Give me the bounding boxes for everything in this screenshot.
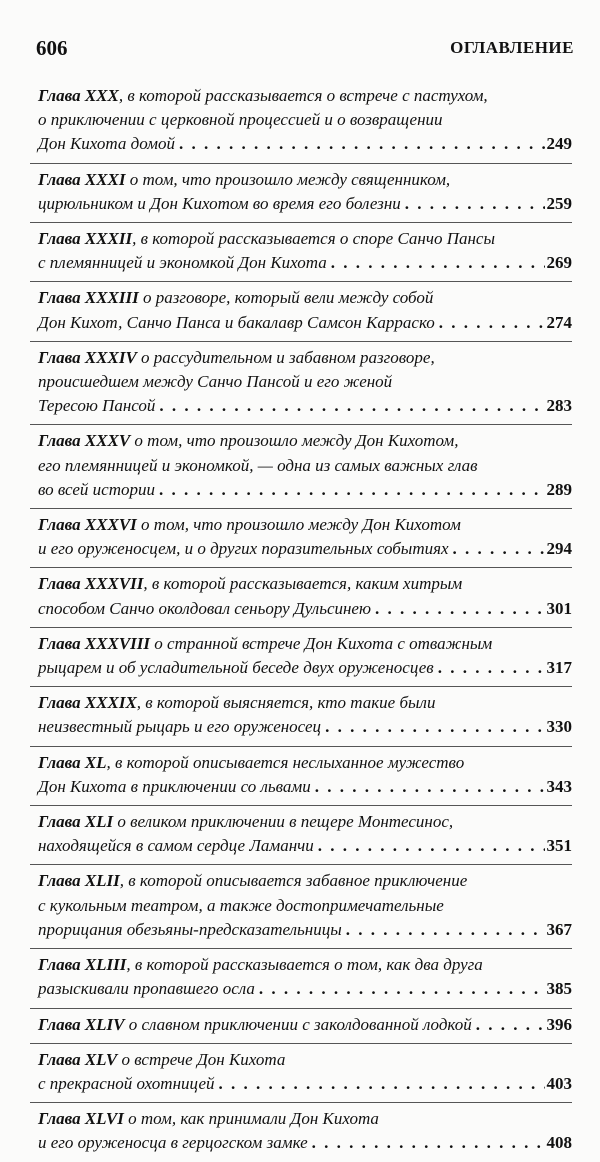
toc-entry-line [38,132,572,156]
dot-leader [159,394,544,418]
toc-entry-line [38,953,572,977]
chapter-description: находящейся в самом сердце Ламанчи [38,836,314,856]
toc-entry[interactable] [30,627,572,686]
dot-leader [476,1013,545,1037]
dot-leader [346,918,545,942]
toc-entry[interactable] [30,864,572,948]
dot-leader [218,1072,544,1096]
chapter-title: Глава XLIV [38,1014,125,1034]
chapter-description: о приключении с церковной процессией и о возвращении [38,110,443,130]
chapter-title: Глава XXXVIII [38,633,151,653]
chapter-description: , в которой рассказывается о том, как два друга [126,955,483,975]
toc-entry-line [38,108,572,132]
toc-entry[interactable] [30,80,572,163]
toc-entry[interactable] [30,1043,572,1102]
chapter-description: о странной встрече Дон Кихота с отважным [150,633,493,653]
toc-entry[interactable] [30,424,572,508]
chapter-description: о том, как принимали Дон Кихота [123,1109,379,1129]
chapter-title: Глава XXXII [38,229,133,249]
toc-entry-line [38,478,572,502]
chapter-description: , в которой описывается неслыханное мужество [106,752,465,772]
toc-entry-line [38,251,572,275]
toc-page-number: 283 [546,396,572,416]
toc-entry-line [38,513,572,537]
dot-leader [331,251,545,275]
toc-entry-line [38,168,572,192]
toc-entry-line [38,1107,572,1131]
dot-leader [318,834,545,858]
table-of-contents [30,80,572,1162]
dot-leader [312,1131,545,1155]
chapter-title: Глава XXXVI [38,515,137,535]
chapter-title: Глава XLII [38,871,120,891]
chapter-description: цирюльником и Дон Кихотом во время его болезни [38,193,401,213]
chapter-description: , в которой описывается забавное приключение [119,871,468,891]
dot-leader [405,192,545,216]
chapter-title: Глава XLV [38,1049,118,1069]
toc-entry-line [38,370,572,394]
toc-entry[interactable] [30,1102,572,1161]
toc-entry-line [38,597,572,621]
dot-leader [453,537,545,561]
toc-entry-line [38,1048,572,1072]
toc-entry-line [38,691,572,715]
toc-entry-line [38,1072,572,1096]
toc-entry[interactable] [30,222,572,281]
chapter-description: и его оруженосца в герцогском замке [38,1133,308,1153]
toc-entry[interactable] [30,686,572,745]
chapter-description: и его оруженосцем, и о других поразительных событиях [38,539,449,559]
toc-entry-line [38,572,572,596]
chapter-description: с прекрасной охотницей [38,1073,215,1093]
chapter-description: с кукольным театром, а также достопримечательные [38,895,444,915]
toc-page-number: 385 [546,979,572,999]
toc-entry-line [38,311,572,335]
toc-page-number: 301 [546,598,572,618]
toc-entry[interactable] [30,508,572,567]
chapter-title: Глава XXXI [38,169,126,189]
chapter-description: о разговоре, который вели между собой [138,288,434,308]
chapter-description: с племянницей и экономкой Дон Кихота [38,253,327,273]
toc-page-number: 289 [546,479,572,499]
chapter-description: , в которой рассказывается о встрече с пастухом, [118,86,488,105]
toc-entry-line [38,537,572,561]
page-number: 606 [36,36,68,60]
toc-entry-line [38,869,572,893]
chapter-description: о славном приключении с заколдованной лодкой [124,1014,472,1034]
dot-leader [179,132,545,156]
toc-page-number: 396 [546,1014,572,1034]
toc-page-number: 408 [546,1133,572,1153]
toc-entry-line [38,775,572,799]
chapter-description: , в которой рассказывается, каким хитрым [143,574,463,594]
chapter-description: Дон Кихота домой [38,134,175,154]
dot-leader [315,775,545,799]
chapter-description: рыцарем и об усладительной беседе двух оруженосцев [38,658,434,678]
toc-entry-line [38,1131,572,1155]
chapter-description: о рассудительном и забавном разговоре, [136,347,435,367]
chapter-title: Глава XXXIX [38,693,137,713]
toc-entry-line [38,656,572,680]
toc-page-number: 269 [546,253,572,273]
chapter-description: прорицания обезьяны-предсказательницы [38,919,342,939]
page-header [28,36,574,60]
toc-entry-line [38,394,572,418]
chapter-description: о встрече Дон Кихота [117,1049,286,1069]
chapter-description: о том, что произошло между Дон Кихотом, [130,431,459,451]
chapter-description: Дон Кихот, Санчо Панса и бакалавр Самсон Карраско [38,312,435,332]
dot-leader [439,311,545,335]
dot-leader [325,715,544,739]
toc-entry[interactable] [30,805,572,864]
toc-page-number: 351 [546,836,572,856]
chapter-title: Глава XXX [38,86,119,105]
toc-entry-line [38,632,572,656]
toc-entry[interactable] [30,341,572,425]
chapter-description: о том, что произошло между священником, [125,169,451,189]
toc-entry-line [38,286,572,310]
chapter-title: Глава XXXV [38,431,131,451]
toc-entry-line [38,751,572,775]
toc-page-number: 294 [546,539,572,559]
toc-entry-line [38,918,572,942]
dot-leader [259,977,545,1001]
toc-entry-line [38,429,572,453]
dot-leader [375,597,545,621]
toc-page-number: 317 [546,658,572,678]
chapter-description: его племянницей и экономкой, — одна из самых важных глав [38,455,478,475]
toc-page-number: 330 [546,717,572,737]
chapter-description: разыскивали пропавшего осла [38,979,255,999]
toc-entry-line [38,84,572,108]
toc-entry-line [38,715,572,739]
toc-entry[interactable] [30,163,572,222]
dot-leader [159,478,545,502]
toc-page-number: 403 [546,1073,572,1093]
toc-entry-line [38,834,572,858]
toc-entry[interactable] [30,281,572,340]
toc-entry-line [38,977,572,1001]
chapter-description: о великом приключении в пещере Монтесинос, [113,812,454,832]
chapter-description: , в которой выясняется, кто такие были [136,693,436,713]
chapter-title: Глава XXXIII [38,288,139,308]
toc-entry-line [38,346,572,370]
chapter-title: Глава XLIII [38,955,127,975]
chapter-description: во всей истории [38,479,155,499]
chapter-description: Дон Кихота в приключении со львами [38,776,311,796]
toc-entry-line [38,1013,572,1037]
chapter-title: Глава XLVI [38,1109,124,1129]
chapter-description: неизвестный рыцарь и его оруженосец [38,717,322,737]
chapter-title: Глава XLI [38,812,114,832]
running-title: ОГЛАВЛЕНИЕ [450,38,574,57]
toc-entry[interactable] [30,948,572,1007]
chapter-title: Глава XXXVII [38,574,144,594]
toc-entry-line [38,227,572,251]
toc-entry[interactable] [30,567,572,626]
toc-entry-line [38,454,572,478]
chapter-description: способом Санчо околдовал сеньору Дульсинею [38,598,371,618]
chapter-description: , в которой рассказывается о споре Санчо Пансы [132,229,495,249]
toc-entry-line [38,894,572,918]
toc-entry[interactable] [30,746,572,805]
chapter-description: происшедшем между Санчо Пансой и его женой [38,372,393,392]
chapter-description: Тересою Пансой [38,396,156,416]
chapter-title: Глава XL [38,752,107,772]
dot-leader [438,656,545,680]
toc-page-number: 343 [546,776,572,796]
toc-page-number: 249 [546,134,572,154]
toc-page-number: 367 [546,919,572,939]
toc-entry[interactable] [30,1008,572,1043]
chapter-description: о том, что произошло между Дон Кихотом [136,515,461,535]
toc-page-number: 259 [546,193,572,213]
toc-entry-line [38,810,572,834]
toc-page-number: 274 [546,312,572,332]
toc-entry-line [38,192,572,216]
chapter-title: Глава XXXIV [38,347,137,367]
